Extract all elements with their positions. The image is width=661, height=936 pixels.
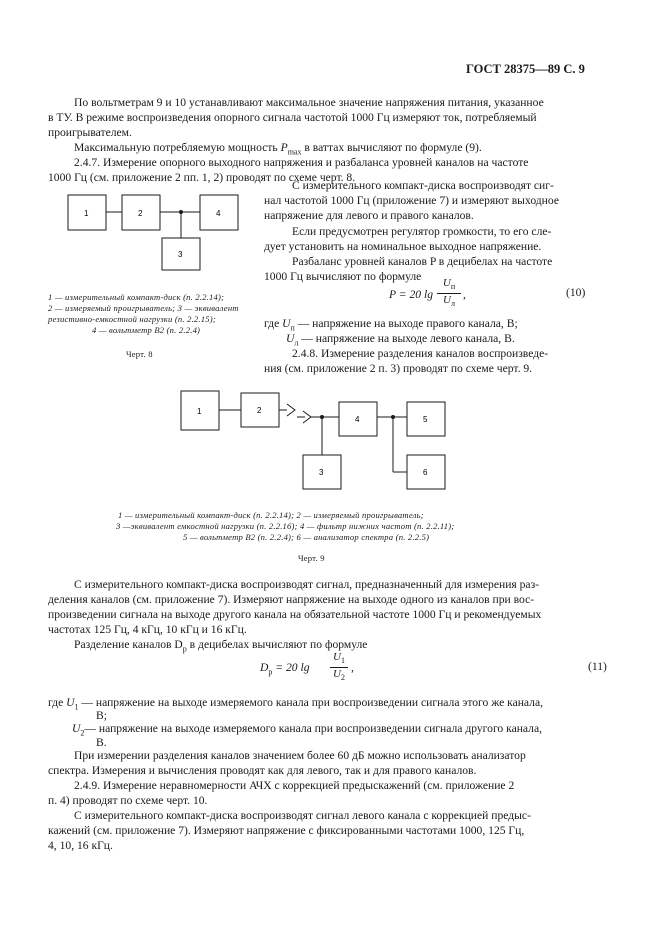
block-4-label: 4 [216, 209, 221, 218]
text-line: При измерении разделения каналов значением более 60 дБ можно использовать анализатор [74, 749, 526, 762]
figure-9-caption: 5 — вольтметр В2 (п. 2.2.4); 6 — анализатор спектра (п. 2.2.5) [183, 532, 430, 542]
block-2-label: 2 [257, 406, 262, 415]
text-line: С измерительного компакт-диска воспроизводят сигнал, предназначенный для измерения раз- [74, 578, 540, 591]
block-1-label: 1 [84, 209, 89, 218]
text-line: С измерительного компакт-диска воспроизводят сиг- [292, 179, 554, 192]
where-line: где $U_п$ — напряжение на выходе правого канала, В; [264, 317, 518, 333]
block-3-label: 3 [319, 468, 324, 477]
text-line: Разделение каналов $D_р$ в децибелах вычисляют по формуле [74, 638, 368, 654]
where-line: $U_л$ — напряжение на выходе левого канала, В. [286, 332, 515, 348]
text-line: п. 4) проводят по схеме черт. 10. [48, 794, 208, 807]
text-line: дует установить на номинальное выходное напряжение. [264, 240, 542, 253]
figure-8-caption: резистивно-емкостной нагрузки (п. 2.2.15); [48, 314, 216, 324]
text-line: 1000 Гц вычисляют по формуле [264, 270, 422, 283]
formula-10: P = 20 lg [389, 288, 434, 301]
where-line: В. [96, 736, 107, 749]
text-line: деления каналов (см. приложение 7). Измеряют напряжение на выходе одного из каналов при вос- [48, 593, 535, 606]
block-1-label: 1 [197, 407, 202, 416]
figure-8-title: Черт. 8 [126, 349, 153, 359]
formula-10-fraction: $U_п$ $U_л$ [437, 277, 461, 310]
formula-11-number: (11) [588, 660, 607, 673]
where-line: где $U_1$ — напряжение на выходе измеряемого канала при воспроизведении сигнала этого же канала, [48, 696, 544, 712]
text-line: произведении сигнала на выходе другого канала на обязательной частоте 1000 Гц и рекомендуемых [48, 608, 542, 621]
figure-9-title: Черт. 9 [298, 553, 325, 563]
figure-9-caption: 1 — измерительный компакт-диск (п. 2.2.14); 2 — измеряемый проигрыватель; [118, 510, 424, 520]
text-line: нал частотой 1000 Гц (приложение 7) и измеряют выходное [264, 194, 559, 207]
text-line: Максимальную потребляемую мощность $P_{max}$ в ваттах вычисляют по формуле (9). [74, 141, 482, 157]
block-4-label: 4 [355, 415, 360, 424]
figure-9-diagram [175, 383, 475, 503]
text-line: 1000 Гц (см. приложение 2 пп. 1, 2) проводят по схеме черт. 8. [48, 171, 356, 184]
page-header: ГОСТ 28375—89 С. 9 [466, 62, 585, 76]
text-line: По вольтметрам 9 и 10 устанавливают максимальное значение напряжения питания, указанное [74, 96, 544, 109]
formula-11-fraction: $U_1$ $U_2$ [330, 651, 348, 684]
text-line: ния (см. приложение 2 п. 3) проводят по схеме черт. 9. [264, 362, 533, 375]
figure-9-caption: 3 —эквивалент емкостной нагрузки (п. 2.2.16); 4 — фильтр нижних частот (п. 2.2.11); [116, 521, 455, 531]
text-line: С измерительного компакт-диска воспроизводят сигнал левого канала с коррекцией предыс- [74, 809, 531, 822]
figure-8-caption: 4 — вольтметр В2 (п. 2.2.4) [92, 325, 201, 335]
section-2-4-8: 2.4.8. Измерение разделения каналов воспроизведе- [292, 347, 549, 360]
text-line: 4, 10, 16 кГц. [48, 839, 113, 852]
where-line: В; [96, 709, 107, 722]
formula-11: $D_p = 20$ lg [260, 661, 310, 677]
text-line: Если предусмотрен регулятор громкости, то его сле- [292, 225, 552, 238]
text-line: в ТУ. В режиме воспроизведения опорного сигнала частотой 1000 Гц измеряют ток, потребляемый [48, 111, 537, 124]
block-2-label: 2 [138, 209, 143, 218]
figure-8-caption: 2 — измеряемый проигрыватель; 3 — эквивалент [48, 303, 239, 313]
section-2-4-9: 2.4.9. Измерение неравномерности АЧХ с коррекцией предыскажений (см. приложение 2 [74, 779, 515, 792]
block-3-label: 3 [178, 250, 183, 259]
figure-8-caption: 1 — измерительный компакт-диск (п. 2.2.14); [48, 292, 225, 302]
text-line: спектра. Измерения и вычисления проводят как для левого, так и для правого каналов. [48, 764, 477, 777]
text-line: частотах 125 Гц, 4 кГц, 10 кГц и 16 кГц. [48, 623, 247, 636]
text-line: напряжение для левого и правого каналов. [264, 209, 474, 222]
formula-10-number: (10) [566, 286, 586, 299]
section-2-4-7: 2.4.7. Измерение опорного выходного напряжения и разбаланса уровней каналов на частоте [74, 156, 529, 169]
block-5-label: 5 [423, 415, 428, 424]
text-line: кажений (см. приложение 7). Измеряют напряжение с фиксированными частотами 1000, 125 Гц, [48, 824, 525, 837]
where-line: $U_2—$ напряжение на выходе измеряемого канала при воспроизведении сигнала другого канала, [72, 722, 542, 738]
text-line: проигрывателем. [48, 126, 132, 139]
figure-8-diagram [60, 185, 260, 280]
text-line: Разбаланс уровней каналов P в децибелах на частоте [292, 255, 553, 268]
block-6-label: 6 [423, 468, 428, 477]
